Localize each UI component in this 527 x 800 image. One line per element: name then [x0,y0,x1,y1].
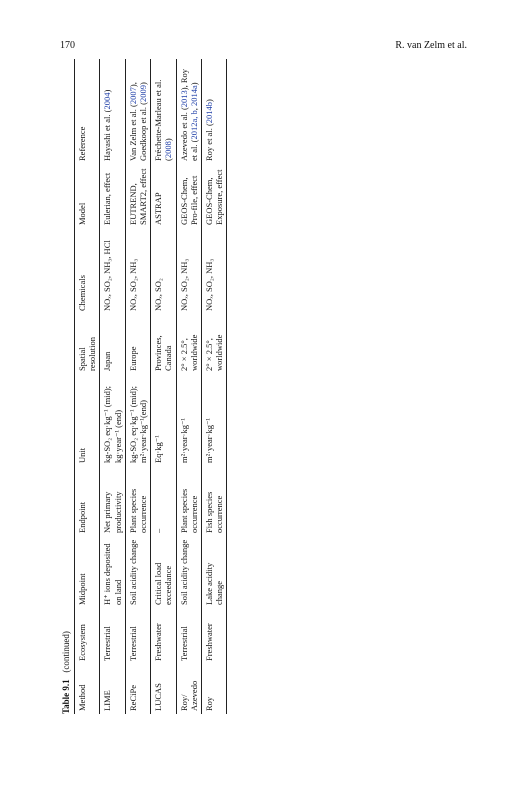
cell-ecosystem: Terrestrial [125,608,150,664]
cell-chemicals: NOₓ, SO₂, NH₃ [201,228,226,314]
reference-text: ) [188,82,199,86]
cell-unit: m²·year·kg⁻¹ [176,374,201,466]
table-row [125,59,150,714]
cell-ecosystem: Terrestrial [176,608,201,664]
cell-chemicals: NOₓ, SO₂, NH₃ [125,228,150,314]
citation-link[interactable]: 2009 [137,84,148,102]
reference-text: Fréchette-Marleau et al. ( [153,79,174,161]
cell-midpoint: Critical load exceedance [151,536,176,608]
cell-unit: Eq·kg⁻¹ [151,374,176,466]
cell-model: Eulerian, effect [100,164,125,228]
cell-midpoint: Lake acidity change [201,536,226,608]
citation-link[interactable]: 2013 [178,90,189,108]
table-caption [58,59,74,714]
reference-text: Roy et al. ( [203,123,214,161]
cell-endpoint: Net primary productivity [100,466,125,536]
cell-model: ASTRAP [151,164,176,228]
reference-text: Van Zelm et al. ( [127,104,138,161]
cell-reference [100,59,125,164]
page-number: 170 [60,40,75,51]
reference-text: ) [203,99,214,102]
table-row [100,59,125,714]
cell-method: LUCAS [151,664,176,714]
cell-spatial: 2° × 2.5°, worldwide [201,314,226,374]
cell-endpoint: – [151,466,176,536]
page-header [60,40,467,54]
cell-chemicals: NOₓ, SO₂ [151,228,176,314]
reference-text: ), Goedkoop et al. ( [127,82,148,161]
citation-link[interactable]: 2014a [188,85,199,106]
cell-chemicals: NOₓ, SO₂, NH₃, HCl [100,228,125,314]
cell-endpoint: Plant species occurrence [125,466,150,536]
reference-text: Hayashi et al. ( [102,109,113,161]
cell-spatial: Provinces, Canada [151,314,176,374]
citation-link[interactable]: 2012a, b [188,110,199,140]
table-body [100,59,227,714]
data-table [74,59,227,714]
reference-text: ) [137,82,148,85]
table-caption-label: Table 9.1 [61,679,71,714]
reference-text: Azevedo et al. ( [178,107,189,161]
cell-model: EUTREND, SMART2, effect [125,164,150,228]
table-caption-text: (continued) [61,631,71,673]
reference-text: , [188,105,199,111]
citation-link[interactable]: 2008 [163,141,174,159]
cell-method: ReCiPe [125,664,150,714]
cell-reference [201,59,226,164]
cell-method: Roy [201,664,226,714]
column-header: Endpoint [75,466,100,536]
citation-link[interactable]: 2007 [127,87,138,105]
cell-midpoint: Soil acidity change [125,536,150,608]
cell-unit: kg-SO₂ eq·kg⁻¹ (mid); kg·year⁻¹ (end) [100,374,125,466]
cell-model: GEOS-Chem, Pro-file, effect [176,164,201,228]
cell-endpoint: Fish species occurrence [201,466,226,536]
reference-text: ), Roy et al. ( [178,68,199,161]
column-header: Midpoint [75,536,100,608]
cell-reference [125,59,150,164]
cell-ecosystem: Terrestrial [100,608,125,664]
cell-midpoint: H⁺ ions deposited on land [100,536,125,608]
reference-text: ) [163,138,174,142]
column-header: Spatial resolution [75,314,100,374]
column-header: Method [75,664,100,714]
column-header: Ecosystem [75,608,100,664]
cell-unit: m²·year·kg⁻¹ [201,374,226,466]
citation-link[interactable]: 2014b [203,101,214,124]
cell-method: LIME [100,664,125,714]
cell-spatial: 2° × 2.5°, worldwide [176,314,201,374]
table-row [176,59,201,714]
cell-reference [176,59,201,164]
table-row [201,59,226,714]
rotated-table [58,59,324,714]
citation-link[interactable]: 2004 [102,92,113,110]
cell-ecosystem: Freshwater [151,608,176,664]
column-header: Chemicals [75,228,100,314]
column-header: Model [75,164,100,228]
cell-spatial: Japan [100,314,125,374]
table-row [151,59,176,714]
cell-spatial: Europe [125,314,150,374]
cell-reference [151,59,176,164]
cell-method: Roy/ Azevedo [176,664,201,714]
reference-text: ) [102,89,113,93]
cell-midpoint: Soil acidity change [176,536,201,608]
cell-chemicals: NOₓ, SO₂, NH₃ [176,228,201,314]
table-header-row [75,59,100,714]
cell-endpoint: Plant species occurrence [176,466,201,536]
running-head: R. van Zelm et al. [395,40,467,51]
cell-ecosystem: Freshwater [201,608,226,664]
cell-model: GEOS-Chem, Exposure, effect [201,164,226,228]
column-header: Reference [75,59,100,164]
column-header: Unit [75,374,100,466]
cell-unit: kg-SO₂ eq·kg⁻¹ (mid); m²·year·kg⁻¹(end) [125,374,150,466]
